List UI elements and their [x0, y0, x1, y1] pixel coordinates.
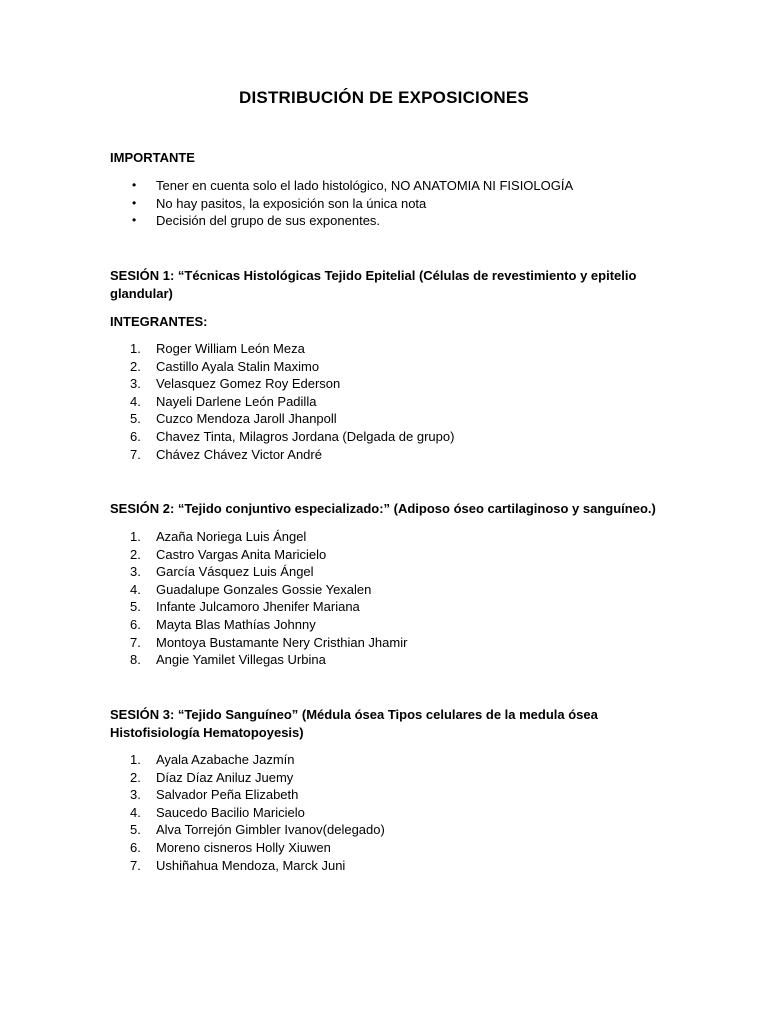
document-title: DISTRIBUCIÓN DE EXPOSICIONES: [239, 88, 529, 107]
session-1-heading: SESIÓN 1: “Técnicas Histológicas Tejido Epitelial (Células de revestimiento y epitelio glandular): [110, 268, 637, 301]
member-name: Infante Julcamoro Jhenifer Mariana: [156, 599, 360, 615]
member-name: Chávez Chávez Victor André: [156, 446, 322, 462]
member-name: Castro Vargas Anita Maricielo: [156, 546, 327, 562]
session-2-members: [110, 528, 407, 669]
item-number: 3.: [130, 564, 141, 580]
member-name: Roger William León Meza: [156, 341, 305, 356]
item-number: 7.: [130, 634, 141, 650]
list-item: [110, 393, 454, 411]
member-name: Salvador Peña Elizabeth: [156, 787, 299, 803]
item-number: 2.: [130, 546, 141, 562]
important-item-text: Decisión del grupo de sus exponentes.: [156, 213, 381, 229]
list-item: [110, 195, 573, 213]
list-item: [110, 410, 454, 428]
item-number: 1.: [130, 529, 141, 544]
list-item: [110, 581, 407, 599]
important-list: [110, 177, 573, 230]
list-item: [110, 804, 385, 822]
list-item: [110, 651, 407, 669]
member-name: Ushiñahua Mendoza, Marck Juni: [156, 857, 346, 873]
member-name: Chavez Tinta, Milagros Jordana (Delgada de grupo): [156, 428, 455, 444]
item-number: 3.: [130, 787, 141, 803]
session-3-members: [110, 751, 385, 874]
important-item-text: No hay pasitos, la exposición son la única nota: [156, 195, 427, 211]
item-number: 4.: [130, 393, 141, 409]
item-number: 5.: [130, 599, 141, 615]
list-item: [110, 212, 573, 230]
member-name: Azaña Noriega Luis Ángel: [156, 529, 307, 544]
list-item: [110, 446, 454, 464]
list-item: [110, 769, 385, 787]
bullet-marker: •: [132, 195, 137, 210]
list-item: [110, 857, 385, 875]
list-item: [110, 358, 454, 376]
item-number: 4.: [130, 804, 141, 820]
list-item: [110, 428, 454, 446]
list-item: [110, 751, 385, 769]
item-number: 1.: [130, 752, 141, 767]
item-number: 2.: [130, 358, 141, 374]
list-item: [110, 634, 407, 652]
list-item: [110, 821, 385, 839]
item-number: 6.: [130, 428, 141, 444]
list-item: [110, 839, 385, 857]
session-1-members: [110, 340, 454, 463]
item-number: 6.: [130, 839, 141, 855]
list-item: [110, 616, 407, 634]
item-number: 7.: [130, 857, 141, 873]
list-item: [110, 786, 385, 804]
important-item-text: Tener en cuenta solo el lado histológico, NO ANATOMIA NI FISIOLOGÍA: [156, 178, 574, 193]
item-number: 7.: [130, 446, 141, 462]
member-name: Angie Yamilet Villegas Urbina: [156, 652, 326, 668]
item-number: 1.: [130, 341, 141, 356]
member-name: Castillo Ayala Stalin Maximo: [156, 358, 320, 374]
member-name: Guadalupe Gonzales Gossie Yexalen: [156, 581, 372, 597]
item-number: 4.: [130, 581, 141, 597]
member-name: Mayta Blas Mathías Johnny: [156, 616, 316, 632]
list-item: [110, 563, 407, 581]
member-name: Saucedo Bacilio Maricielo: [156, 804, 305, 820]
item-number: 5.: [130, 411, 141, 427]
member-name: Ayala Azabache Jazmín: [156, 752, 295, 767]
bullet-marker: •: [132, 213, 137, 228]
list-item: [110, 598, 407, 616]
item-number: 2.: [130, 769, 141, 785]
bullet-marker: •: [132, 178, 137, 192]
item-number: 3.: [130, 376, 141, 392]
list-item: [110, 340, 454, 358]
member-name: Montoya Bustamante Nery Cristhian Jhamir: [156, 634, 408, 650]
important-heading: IMPORTANTE: [110, 150, 195, 165]
member-name: Nayeli Darlene León Padilla: [156, 393, 317, 409]
item-number: 8.: [130, 652, 141, 668]
member-name: Velasquez Gomez Roy Ederson: [156, 376, 341, 392]
member-name: García Vásquez Luis Ángel: [156, 564, 314, 580]
session-3-heading: SESIÓN 3: “Tejido Sanguíneo” (Médula ósea Tipos celulares de la medula ósea Histofisiología Hematopoyesis): [110, 707, 598, 740]
item-number: 6.: [130, 616, 141, 632]
member-name: Cuzco Mendoza Jaroll Jhanpoll: [156, 411, 337, 427]
list-item: [110, 546, 407, 564]
session-2-heading: SESIÓN 2: “Tejido conjuntivo especializado:” (Adiposo óseo cartilaginoso y sanguíneo.): [110, 501, 656, 516]
member-name: Díaz Díaz Aniluz Juemy: [156, 769, 294, 785]
member-name: Moreno cisneros Holly Xiuwen: [156, 839, 331, 855]
item-number: 5.: [130, 822, 141, 838]
list-item: [110, 528, 407, 546]
members-label: INTEGRANTES:: [110, 314, 208, 329]
member-name: Alva Torrejón Gimbler Ivanov(delegado): [156, 822, 385, 838]
list-item: [110, 375, 454, 393]
list-item: [110, 177, 573, 195]
